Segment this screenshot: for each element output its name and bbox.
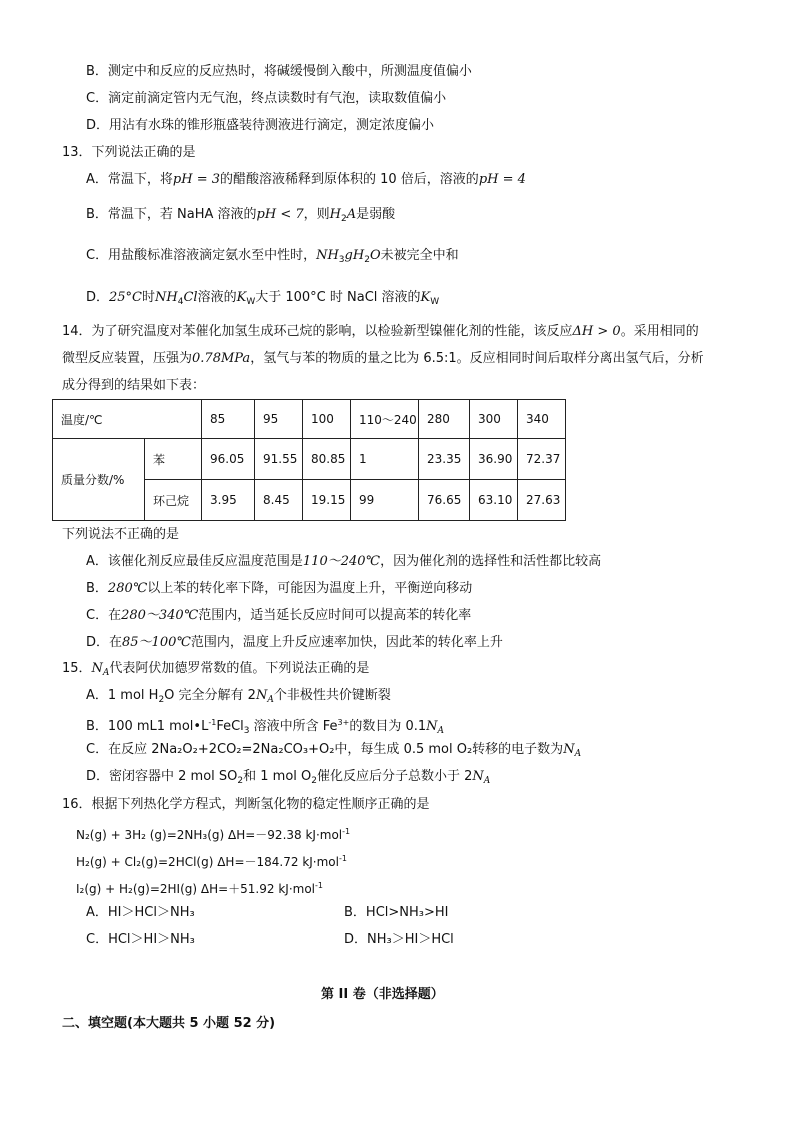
- q16-option-b: B．HCl>NH₃>HI: [344, 905, 449, 920]
- q14-stem-line3: 成分得到的结果如下表：: [62, 378, 206, 393]
- q16-stem: 16．根据下列热化学方程式，判断氢化物的稳定性顺序正确的是: [62, 797, 430, 812]
- q14-option-c: C．在280～340℃范围内，适当延长反应时间可以提高苯的转化率: [86, 608, 472, 623]
- temp-cell: 280: [419, 400, 470, 439]
- q15-option-b: B．100 mL1 $mol•L^{-1}FeCl_3$ 溶液中所含 $Fe^{3+}$的数目为 $0.1N_A$: [86, 718, 445, 736]
- q16-equation-1: N₂(g) + 3H₂ (g)=2NH₃(g) ΔH=－92.38 kJ·mol$^{-1}$: [76, 827, 351, 842]
- part2-title: 第 II 卷（非选择题）: [321, 987, 444, 1002]
- q14-option-d: D．在85～100℃范围内，温度上升反应速率加快，因此苯的转化率上升: [86, 635, 503, 650]
- mass-fraction-label-cell: 质量分数/%: [53, 439, 145, 521]
- substance-name-cell: 苯: [145, 439, 202, 480]
- q13-option-a: A．常温下，将pH = 3的醋酸溶液稀释到原体积的 10 倍后，溶液的pH = 4: [86, 172, 526, 187]
- value-cell: 76.65: [419, 480, 470, 521]
- q14-stem-line2: 微型反应装置，压强为0.78MPa，氢气与苯的物质的量之比为 6.5:1。反应相同时间后取样分离出氢气后，分析: [62, 351, 704, 366]
- q12-option-b: B．测定中和反应的反应热时，将碱缓慢倒入酸中，所测温度值偏小: [86, 64, 472, 79]
- q16-option-d: D．NH₃＞HI＞HCl: [344, 932, 454, 947]
- q12-option-c: C．滴定前滴定管内无气泡，终点读数时有气泡，读取数值偏小: [86, 91, 447, 106]
- q15-stem: 15．$N_A$代表阿伏加德罗常数的值。下列说法正确的是: [62, 661, 370, 678]
- temp-cell: 300: [470, 400, 518, 439]
- q14-option-a: A．该催化剂反应最佳反应温度范围是110～240℃，因为催化剂的选择性和活性都比较高: [86, 554, 602, 569]
- table-row-benzene: [53, 439, 566, 480]
- q12-option-d: D．用沾有水珠的锥形瓶盛装待测液进行滴定，测定浓度偏小: [86, 118, 435, 133]
- q13-option-b: B．常温下，若 NaHA 溶液的pH < 7，则$H_2A$是弱酸: [86, 207, 396, 224]
- value-cell: 27.63: [518, 480, 566, 521]
- temp-cell: 340: [518, 400, 566, 439]
- temp-cell: 110～240: [351, 400, 419, 439]
- q16-option-c: C．HCl＞HI＞NH₃: [86, 932, 195, 947]
- q16-option-a: A．HI＞HCl＞NH₃: [86, 905, 195, 920]
- value-cell: 72.37: [518, 439, 566, 480]
- value-cell: 36.90: [470, 439, 518, 480]
- q14-data-table: [52, 399, 566, 521]
- q13-stem: 13．下列说法正确的是: [62, 145, 196, 160]
- part2-section-heading: 二、填空题(本大题共 5 小题 52 分): [62, 1016, 276, 1031]
- q16-equation-2: H₂(g) + Cl₂(g)=2HCl(g) ΔH=－184.72 kJ·mol$^{-1}$: [76, 854, 347, 869]
- value-cell: 23.35: [419, 439, 470, 480]
- temp-cell: 100: [303, 400, 351, 439]
- temp-label-cell: 温度/℃: [53, 400, 202, 439]
- value-cell: 8.45: [255, 480, 303, 521]
- q14-stem-line1: 14．为了研究温度对苯催化加氢生成环己烷的影响，以检验新型镍催化剂的性能，该反应ΔH > 0。采用相同的: [62, 324, 699, 339]
- q13-option-c: C．用盐酸标准溶液滴定氨水至中性时，$NH_3gH_2O$未被完全中和: [86, 248, 459, 265]
- value-cell: 1: [351, 439, 419, 480]
- value-cell: 3.95: [202, 480, 255, 521]
- value-cell: 19.15: [303, 480, 351, 521]
- temp-cell: 95: [255, 400, 303, 439]
- q13-option-d: D．25°C时$NH_4Cl$溶液的$K_W$大于 100°C 时 NaCl 溶液的$K_W$: [86, 290, 440, 307]
- value-cell: 96.05: [202, 439, 255, 480]
- q14-ask: 下列说法不正确的是: [62, 527, 180, 542]
- q15-option-c: C．在反应 2Na₂O₂+2CO₂=2Na₂CO₃+O₂中，每生成 0.5 mol O₂转移的电子数为$N_A$: [86, 742, 582, 759]
- value-cell: 80.85: [303, 439, 351, 480]
- q16-equation-3: I₂(g) + H₂(g)=2HI(g) ΔH=＋51.92 kJ·mol$^{-1}$: [76, 881, 323, 896]
- q14-option-b: B．280℃以上苯的转化率下降，可能因为温度上升，平衡逆向移动: [86, 581, 473, 596]
- temp-cell: 85: [202, 400, 255, 439]
- substance-name-cell: 环己烷: [145, 480, 202, 521]
- value-cell: 99: [351, 480, 419, 521]
- q15-option-d: D．密闭容器中 2 mol $SO_2$和 1 mol $O_2$催化反应后分子总数小于 $2N_A$: [86, 769, 491, 786]
- value-cell: 63.10: [470, 480, 518, 521]
- q15-option-a: A．1 mol $H_2O$ 完全分解有 $2N_A$个非极性共价键断裂: [86, 688, 391, 705]
- table-row-temperature: [53, 400, 566, 439]
- value-cell: 91.55: [255, 439, 303, 480]
